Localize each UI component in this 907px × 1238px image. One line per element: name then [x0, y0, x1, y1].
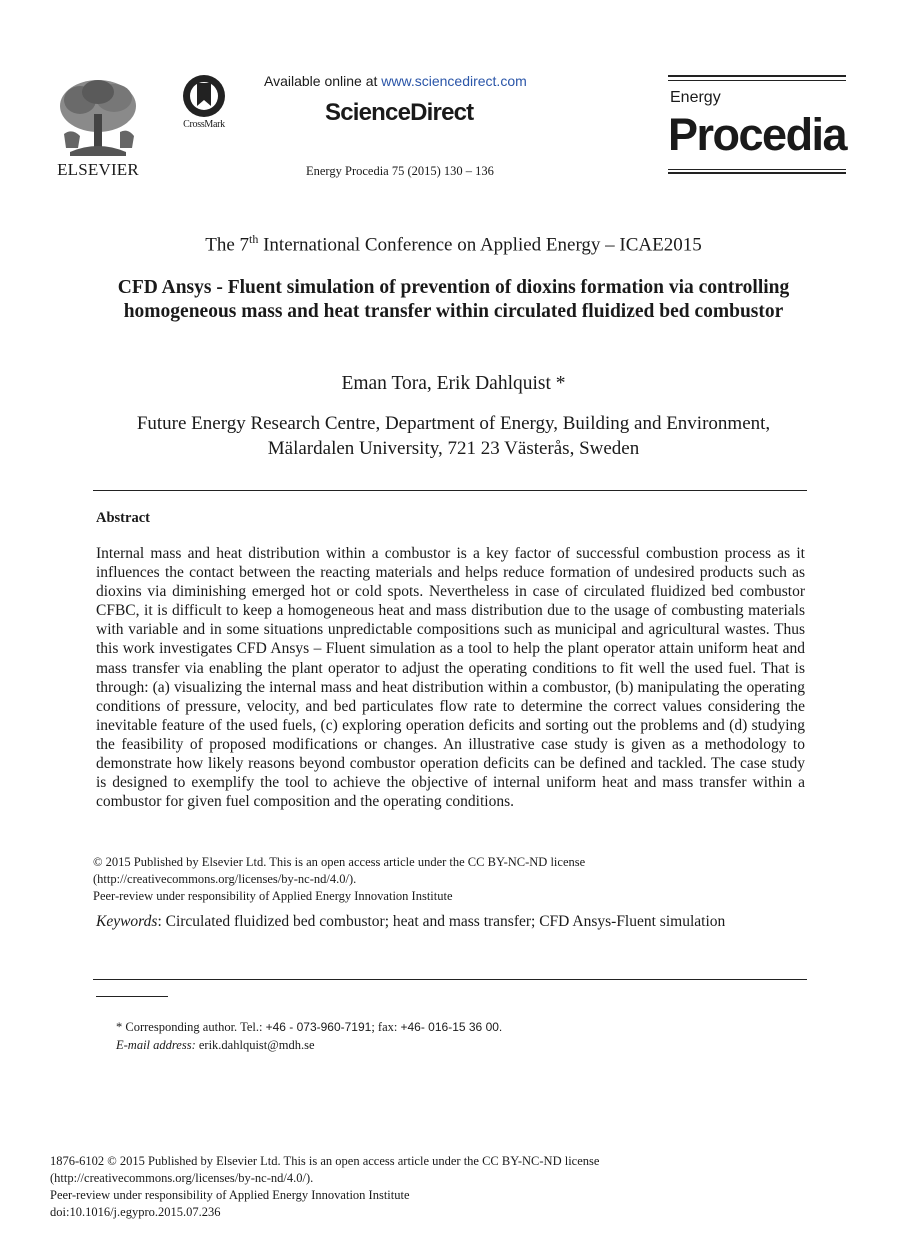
keywords-label: Keywords	[96, 913, 158, 930]
elsevier-tree-icon	[50, 74, 146, 158]
fax-prefix: ; fax:	[371, 1020, 401, 1034]
corresponding-line	[116, 1018, 806, 1036]
corresponding-prefix: * Corresponding author. Tel.:	[116, 1020, 266, 1034]
crossmark-icon	[172, 74, 236, 118]
available-online	[264, 73, 527, 89]
paper-title	[60, 276, 847, 324]
sciencedirect-link[interactable]: www.sciencedirect.com	[381, 73, 527, 89]
sciencedirect-wordmark: ScienceDirect	[325, 99, 474, 126]
author-list: Eman Tora, Erik Dahlquist *	[341, 373, 566, 394]
affiliation	[60, 411, 847, 461]
license-line: © 2015 Published by Elsevier Ltd. This is an open access article under the CC BY-NC-ND license	[93, 855, 586, 869]
elsevier-logo	[50, 74, 146, 182]
conference-prefix: The 7	[205, 234, 250, 256]
title-line: CFD Ansys - Fluent simulation of prevention of dioxins formation via controlling	[117, 277, 790, 298]
footer-license-line: 1876-6102 © 2015 Published by Elsevier Ltd. This is an open access article under the CC BY-NC-ND license	[50, 1154, 600, 1168]
procedia-bottom-rule	[668, 172, 846, 174]
footer-peer-review: Peer-review under responsibility of Applied Energy Innovation Institute	[50, 1188, 410, 1202]
procedia-energy-label: Energy	[670, 89, 721, 106]
conference-name	[0, 232, 907, 256]
email-line	[116, 1036, 806, 1054]
conference-rest: International Conference on Applied Energy – ICAE2015	[258, 234, 702, 256]
elsevier-wordmark: ELSEVIER	[57, 160, 139, 179]
license-line: Peer-review under responsibility of Applied Energy Innovation Institute	[93, 889, 453, 903]
footnote-rule	[96, 996, 168, 997]
footer-doi[interactable]: doi:10.1016/j.egypro.2015.07.236	[50, 1205, 221, 1219]
title-line: homogeneous mass and heat transfer within circulated fluidized bed combustor	[123, 301, 784, 322]
divider-top	[93, 490, 807, 491]
affiliation-line: Future Energy Research Centre, Department of Energy, Building and Environment,	[136, 413, 771, 434]
keywords	[96, 913, 805, 931]
license-block	[93, 854, 807, 905]
license-link[interactable]: (http://creativecommons.org/licenses/by-nc-nd/4.0/).	[93, 872, 357, 886]
page-footer	[50, 1153, 850, 1221]
crossmark-badge[interactable]	[172, 74, 236, 134]
divider-bottom	[93, 979, 807, 980]
journal-reference: Energy Procedia 75 (2015) 130 – 136	[306, 164, 494, 178]
fax-number: +46- 016-15 36 00.	[400, 1020, 503, 1034]
procedia-top-rule-thin	[668, 80, 846, 81]
abstract-body: Internal mass and heat distribution within a combustor is a key factor of successful combustion process as it influences the contact between the reacting materials and helps reduce formation of undesired products such as dioxins via diminishing emerged hot or cold spots. Nevertheless in case of circulated fluidized bed combustor CFBC, it is difficult to keep a homogeneous heat and mass distribution due to the usage of combusting materials with variable and in some situations unpredictable compositions such as municipal and agricultural wastes. Thus this work investigates CFD Ansys – Fluent simulation as a tool to help the plant operator attain uniform heat and mass transfer via enabling the plant operator to adjust the operating conditions to fit well the used fuel. That is through: (a) visualizing the internal mass and heat distribution within a combustor, (b) manipulating the operating conditions of pressure, velocity, and bed particulates flow rate to determine the correct values considering the inevitable feature of the used fuels, (c) exploring operation deficits and sorting out the problems and (d) studying the feasibility of proposed modifications or changes. An illustrative case study is given as a methodology to demonstrate how likely reasons beyond combustor operation deficits can be defined and tackled. The case study is designed to exemplify the tool to achieve the objective of internal uniform heat and mass transfer within a combustor for given fuel composition and the operating conditions.	[96, 545, 805, 811]
keywords-text: : Circulated fluidized bed combustor; heat and mass transfer; CFD Ansys-Fluent simulation	[157, 913, 726, 930]
corresponding-footnote	[116, 1018, 806, 1054]
procedia-top-rule	[668, 75, 846, 77]
email-address[interactable]: erik.dahlquist@mdh.se	[195, 1038, 315, 1052]
energy-procedia-logo	[668, 75, 846, 175]
telephone: +46 - 073-960-7191	[265, 1020, 372, 1034]
abstract-heading: Abstract	[96, 510, 150, 526]
procedia-bottom-rule-thin	[668, 169, 846, 170]
conference-ordinal: th	[249, 232, 259, 246]
footer-license-link[interactable]: (http://creativecommons.org/licenses/by-nc-nd/4.0/).	[50, 1171, 314, 1185]
procedia-name: Procedia	[668, 109, 847, 160]
crossmark-label: CrossMark	[183, 119, 225, 130]
affiliation-line: Mälardalen University, 721 23 Västerås, Sweden	[267, 438, 640, 459]
available-prefix: Available online at	[264, 73, 382, 89]
email-label: E-mail address:	[116, 1038, 196, 1052]
